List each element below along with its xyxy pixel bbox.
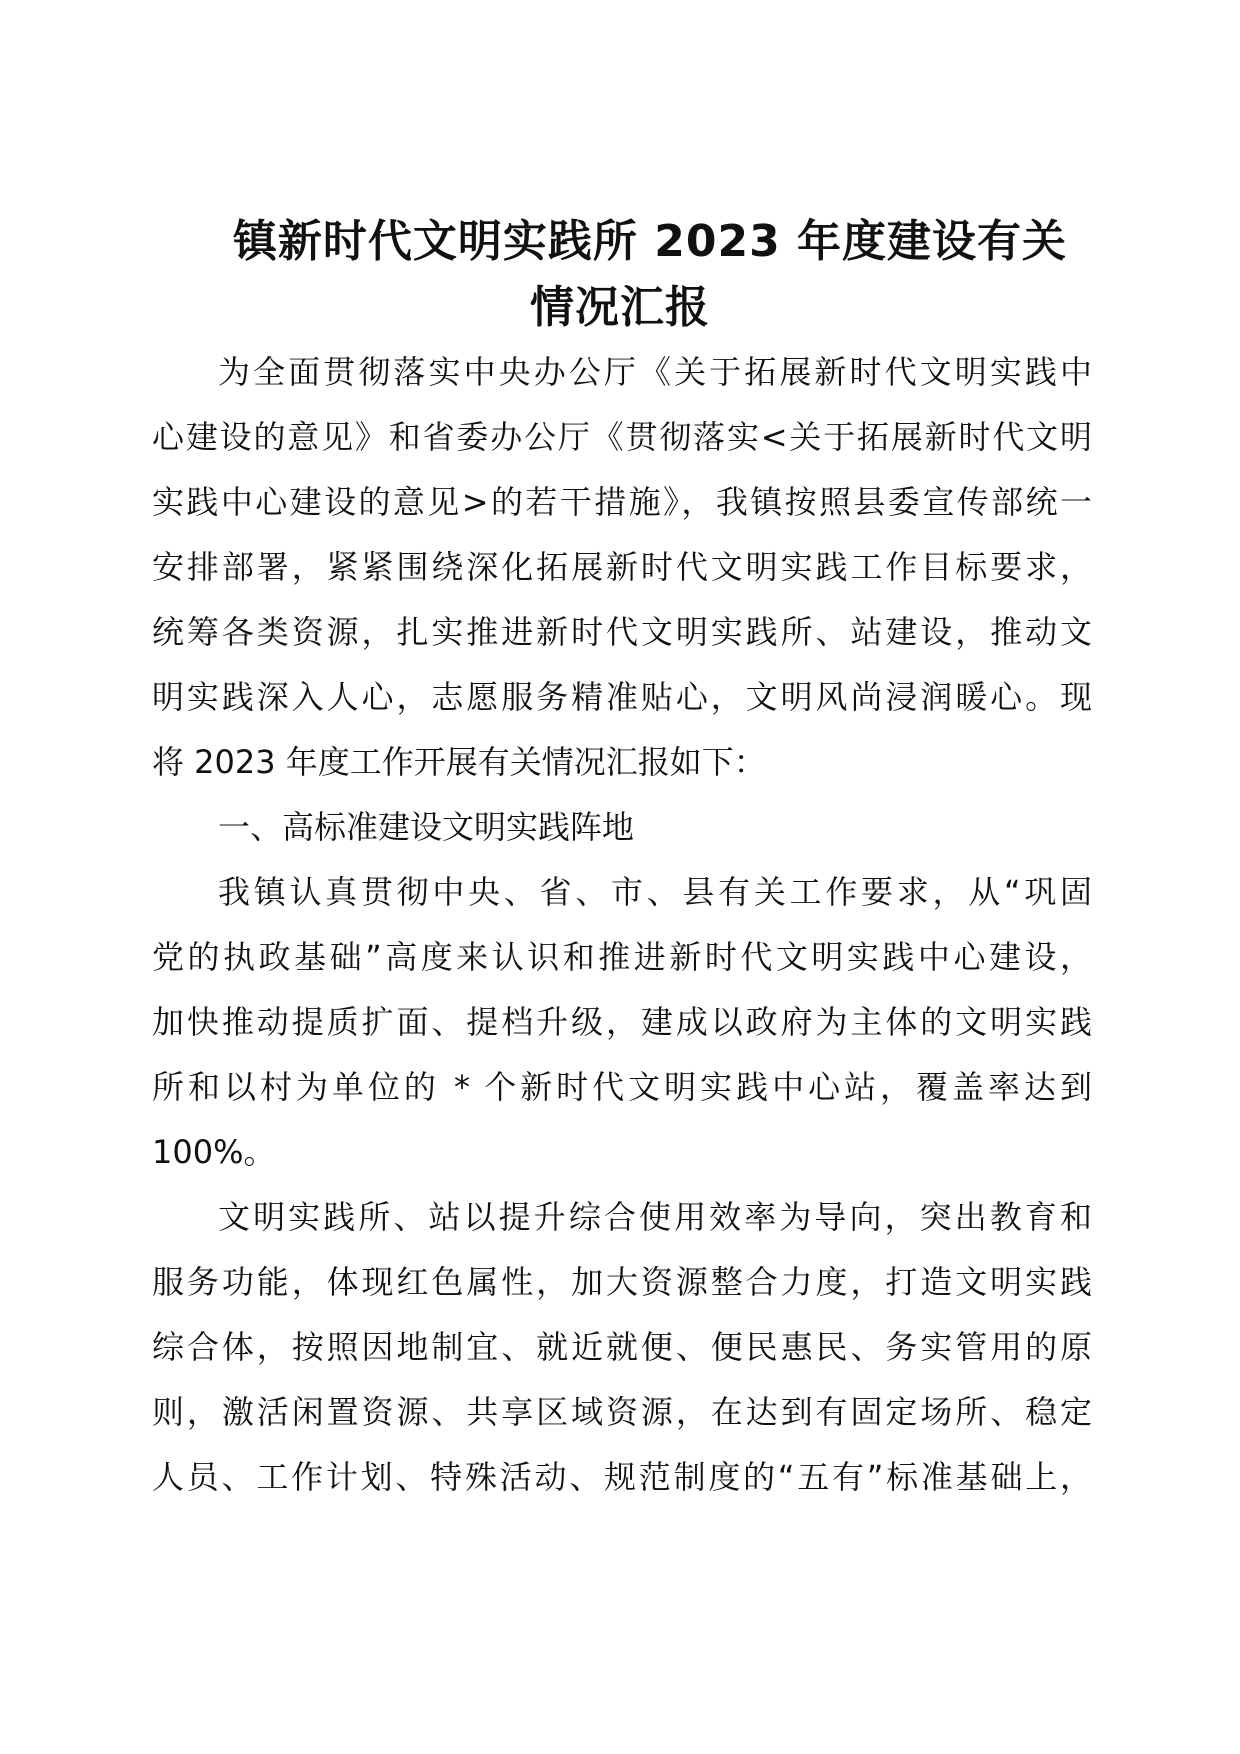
paragraph-line: 综合体，按照因地制宜、就近就便、便民惠民、务实管用的原	[152, 1328, 1092, 1366]
paragraph-line: 明实践深入人心，志愿服务精准贴心，文明风尚浸润暖心。现	[152, 678, 1092, 716]
paragraph-line: 服务功能，体现红色属性，加大资源整合力度，打造文明实践	[152, 1263, 1092, 1301]
paragraph-line: 安排部署，紧紧围绕深化拓展新时代文明实践工作目标要求，	[152, 548, 1092, 586]
paragraph-line: 为全面贯彻落实中央办公厅《关于拓展新时代文明实践中	[218, 353, 1092, 391]
paragraph-line: 100%。	[152, 1133, 276, 1171]
paragraph-line: 则，激活闲置资源、共享区域资源，在达到有固定场所、稳定	[152, 1393, 1092, 1431]
paragraph-line: 统筹各类资源，扎实推进新时代文明实践所、站建设，推动文	[152, 613, 1092, 651]
document-title-line-2: 情况汇报	[530, 282, 710, 333]
paragraph-line: 文明实践所、站以提升综合使用效率为导向，突出教育和	[218, 1198, 1092, 1236]
section-heading: 一、高标准建设文明实践阵地	[218, 808, 635, 846]
paragraph-line: 党的执政基础”高度来认识和推进新时代文明实践中心建设，	[152, 938, 1092, 976]
paragraph-line: 人员、工作计划、特殊活动、规范制度的“五有”标准基础上，	[152, 1458, 1092, 1496]
paragraph-line: 实践中心建设的意见>的若干措施》，我镇按照县委宣传部统一	[152, 483, 1092, 521]
paragraph-line: 心建设的意见》和省委办公厅《贯彻落实<关于拓展新时代文明	[152, 418, 1092, 456]
paragraph-line: 我镇认真贯彻中央、省、市、县有关工作要求，从“巩固	[218, 873, 1092, 911]
paragraph-line: 加快推动提质扩面、提档升级，建成以政府为主体的文明实践	[152, 1003, 1092, 1041]
document-title-line-1: 镇新时代文明实践所 2023 年度建设有关	[232, 216, 1068, 267]
paragraph-line: 将 2023 年度工作开展有关情况汇报如下：	[152, 743, 766, 781]
paragraph-line: 所和以村为单位的 * 个新时代文明实践中心站，覆盖率达到	[152, 1068, 1092, 1106]
